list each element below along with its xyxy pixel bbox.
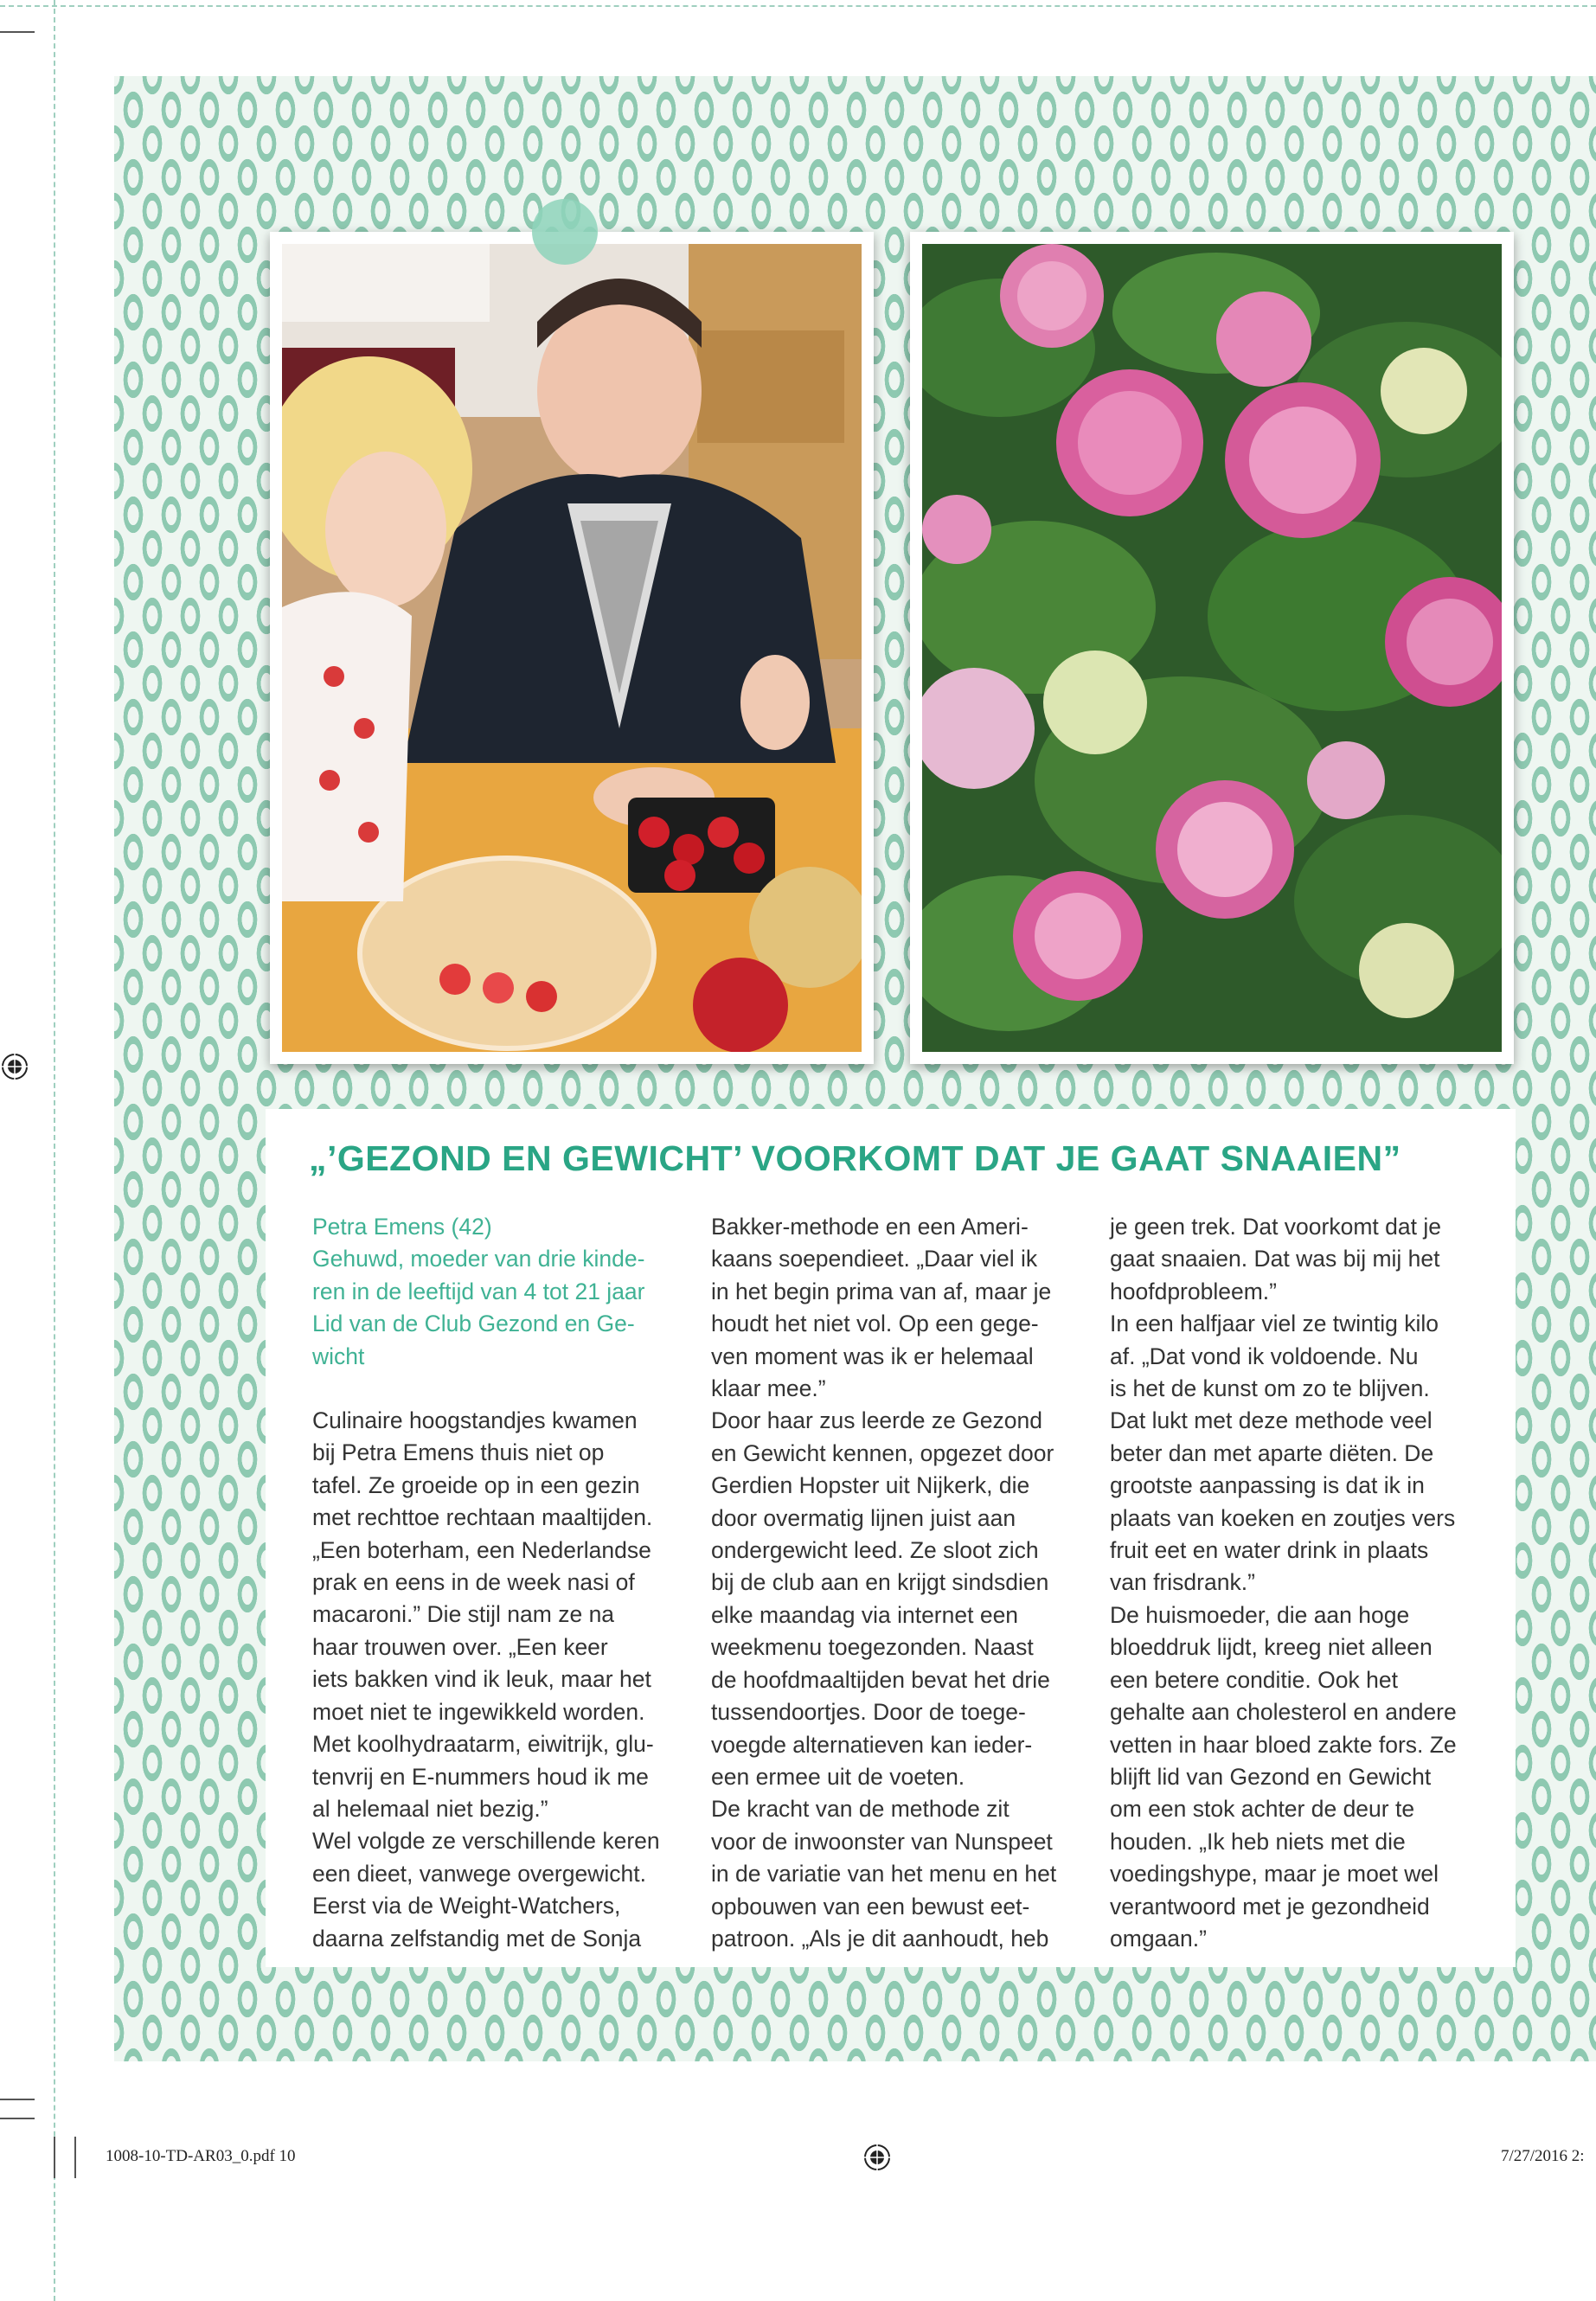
body-line: voegde alternatieven kan ieder- (711, 1731, 1033, 1758)
registration-mark-icon (862, 2143, 892, 2172)
intro-line: Lid van de Club Gezond en Ge- (312, 1311, 635, 1337)
body-line: van frisdrank.” (1110, 1569, 1255, 1596)
body-line: een dieet, vanwege overgewicht. (312, 1860, 646, 1887)
body-line: Bakker-methode en een Ameri- (711, 1214, 1029, 1240)
body-line: ondergewicht leed. Ze sloot zich (711, 1537, 1039, 1564)
trim-guide-top (0, 5, 1596, 7)
body-line: patroon. „Als je dit aanhoudt, heb (711, 1925, 1049, 1952)
body-line: bij Petra Emens thuis niet op (312, 1439, 605, 1466)
crop-mark (0, 2099, 35, 2100)
body-line: fruit eet en water drink in plaats (1110, 1537, 1429, 1564)
body-line: Eerst via de Weight-Watchers, (312, 1893, 621, 1920)
body-line: en Gewicht kennen, opgezet door (711, 1439, 1054, 1466)
body-line: Dat lukt met deze methode veel (1110, 1407, 1433, 1434)
body-line: de hoofdmaaltijden bevat het drie (711, 1666, 1050, 1693)
body-line: Door haar zus leerde ze Gezond (711, 1407, 1042, 1434)
registration-mark-icon (0, 1052, 29, 1081)
body-line: kaans soependieet. „Daar viel ik (711, 1246, 1038, 1272)
intro-line: wicht (312, 1343, 365, 1369)
photo-hydrangea-image (922, 244, 1502, 1052)
body-line: houdt het niet vol. Op een gege- (711, 1311, 1039, 1337)
body-line: gaat snaaien. Dat was bij mij het (1110, 1246, 1440, 1272)
photo-mother-child-image (282, 244, 862, 1052)
body-line: blijft lid van Gezond en Gewicht (1110, 1763, 1432, 1790)
body-line: bij de club aan en krijgt sindsdien (711, 1569, 1049, 1596)
footer-file-label: 1008-10-TD-AR03_0.pdf 10 (106, 2147, 296, 2165)
body-line: voor de inwoonster van Nunspeet (711, 1828, 1053, 1855)
crop-mark (0, 31, 35, 33)
article-text-panel (266, 1109, 1516, 1967)
article-column-1 (312, 1211, 674, 1955)
body-line: Wel volgde ze verschillende keren (312, 1828, 660, 1855)
article-column-2 (711, 1211, 1073, 1955)
body-line: je geen trek. Dat voorkomt dat je (1110, 1214, 1441, 1240)
body-line: iets bakken vind ik leuk, maar het (312, 1666, 651, 1693)
body-line: bloeddruk lijdt, kreeg niet alleen (1110, 1634, 1433, 1661)
photo-hydrangeas (910, 232, 1514, 1064)
body-line: opbouwen van een bewust eet- (711, 1893, 1030, 1920)
body-line: een betere conditie. Ook het (1110, 1666, 1398, 1693)
body-line: vetten in haar bloed zakte fors. Ze (1110, 1731, 1457, 1758)
crop-mark (54, 2137, 55, 2178)
body-line: verantwoord met je gezondheid (1110, 1893, 1430, 1920)
intro-line: Gehuwd, moeder van drie kinde- (312, 1246, 645, 1272)
body-line: voedingshype, maar je moet wel (1110, 1861, 1439, 1888)
body-line: weekmenu toegezonden. Naast (711, 1634, 1034, 1661)
body-line: houden. „Ik heb niets met die (1110, 1828, 1406, 1855)
body-line: „Een boterham, een Nederlandse (312, 1536, 651, 1563)
body-line: De kracht van de methode zit (711, 1796, 1010, 1823)
article-headline: „’GEZOND EN GEWICHT’ VOORKOMT DAT JE GAAT SNAAIEN” (309, 1138, 1401, 1178)
body-line: tussendoortjes. Door de toege- (711, 1699, 1026, 1726)
decorative-leaf-badge (532, 199, 598, 265)
body-line: macaroni.” Die stijl nam ze na (312, 1601, 615, 1628)
body-line: elke maandag via internet een (711, 1601, 1019, 1628)
body-line: door overmatig lijnen juist aan (711, 1504, 1016, 1531)
body-line: tafel. Ze groeide op in een gezin (312, 1471, 640, 1498)
body-line: gehalte aan cholesterol en andere (1110, 1699, 1457, 1726)
body-line: In een halfjaar viel ze twintig kilo (1110, 1311, 1439, 1337)
body-line: beter dan met aparte diëten. De (1110, 1439, 1434, 1466)
body-line: Met koolhydraatarm, eiwitrijk, glu- (312, 1731, 654, 1758)
photo-mother-child-strawberries (270, 232, 874, 1064)
body-line: al helemaal niet bezig.” (312, 1795, 548, 1822)
body-line: grootste aanpassing is dat ik in (1110, 1472, 1425, 1499)
body-line: haar trouwen over. „Een keer (312, 1633, 608, 1660)
body-line: ven moment was ik er helemaal (711, 1343, 1034, 1369)
crop-mark (74, 2137, 76, 2178)
body-line: een ermee uit de voeten. (711, 1763, 965, 1790)
body-line: moet niet te ingewikkeld worden. (312, 1698, 645, 1725)
body-line: tenvrij en E-nummers houd ik me (312, 1763, 649, 1790)
body-line: is het de kunst om zo te blijven. (1110, 1375, 1430, 1402)
article-intro (312, 1211, 674, 1373)
body-line: Gerdien Hopster uit Nijkerk, die (711, 1472, 1030, 1499)
body-line: om een stok achter de deur te (1110, 1796, 1415, 1823)
intro-line: Petra Emens (42) (312, 1214, 492, 1240)
body-line: prak en eens in de week nasi of (312, 1569, 635, 1596)
body-line: daarna zelfstandig met de Sonja (312, 1925, 642, 1952)
crop-mark (0, 2118, 35, 2119)
body-line: Culinaire hoogstandjes kwamen (312, 1407, 638, 1434)
body-line: De huismoeder, die aan hoge (1110, 1601, 1410, 1628)
body-line: in de variatie van het menu en het (711, 1861, 1057, 1888)
footer-date-label: 7/27/2016 2: (1501, 2147, 1585, 2165)
body-line: af. „Dat vond ik voldoende. Nu (1110, 1343, 1419, 1369)
body-line: omgaan.” (1110, 1925, 1207, 1952)
body-line: in het begin prima van af, maar je (711, 1278, 1052, 1304)
body-line: plaats van koeken en zoutjes vers (1110, 1504, 1456, 1531)
intro-line: ren in de leeftijd van 4 tot 21 jaar (312, 1278, 645, 1304)
article-column-3 (1110, 1211, 1471, 1955)
body-line: hoofdprobleem.” (1110, 1278, 1277, 1304)
body-line: klaar mee.” (711, 1375, 826, 1402)
body-line: met rechttoe rechtaan maaltijden. (312, 1504, 653, 1531)
trim-guide-left (54, 0, 55, 2301)
